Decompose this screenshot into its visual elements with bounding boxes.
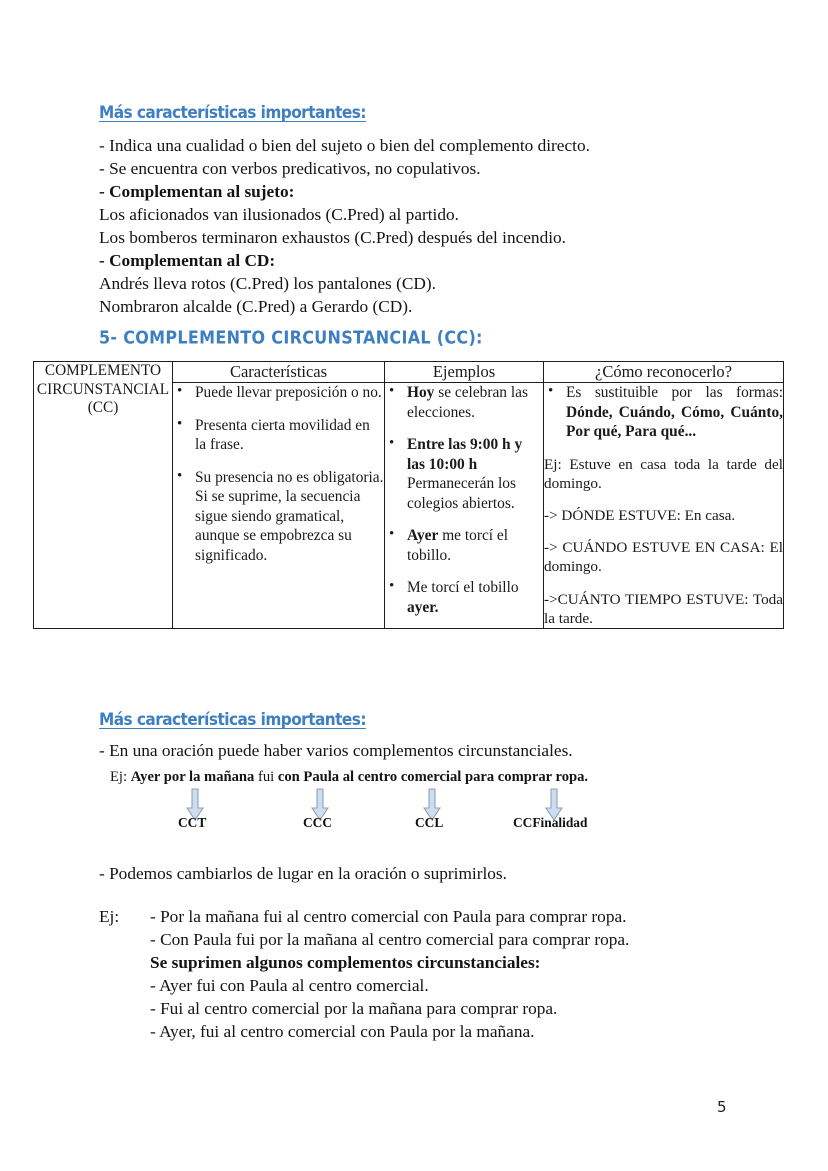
table-header-como-reconocerlo: ¿Cómo reconocerlo? bbox=[544, 362, 784, 383]
table-header-caracteristicas: Características bbox=[173, 362, 385, 383]
ejemplos-list bbox=[385, 383, 543, 617]
arrow-label-ccfinalidad: CCFinalidad bbox=[513, 815, 588, 830]
list-item: • Presenta cierta movilidad en la frase. bbox=[193, 416, 384, 455]
ej-line-2: - Con Paula fui por la mañana al centro comercial para comprar ropa. bbox=[150, 930, 630, 949]
list-item: • Puede llevar preposición o no. bbox=[193, 383, 384, 403]
cell-ejemplos bbox=[385, 383, 544, 629]
ej-line-3: Se suprimen algunos complementos circunstanciales: bbox=[150, 953, 541, 972]
ej-line-5: - Fui al centro comercial por la mañana para comprar ropa. bbox=[150, 999, 558, 1018]
reconocerlo-intro: Es sustituible por las formas: bbox=[566, 384, 783, 401]
ejemplo-3-rest: me torcí el tobillo. bbox=[407, 527, 508, 564]
list-item bbox=[405, 578, 543, 617]
ej-line-4: - Ayer fui con Paula al centro comercial. bbox=[150, 976, 429, 995]
row-label-line-2: CIRCUNSTANCIAL bbox=[36, 380, 170, 398]
top-line-8: Nombraron alcalde (C.Pred) a Gerardo (CD). bbox=[99, 297, 413, 316]
ej-label: Ej: bbox=[99, 907, 120, 926]
ejemplo-2-bold: Entre las 9:00 h y las 10:00 h bbox=[407, 436, 523, 473]
top-line-3: - Complementan al sujeto: bbox=[99, 182, 295, 201]
reconocerlo-formas: Dónde, Cuándo, Cómo, Cuánto, Por qué, Para qué... bbox=[566, 403, 783, 440]
top-line-6: - Complementan al CD: bbox=[99, 251, 276, 270]
reconocerlo-list bbox=[544, 383, 783, 442]
list-item bbox=[564, 383, 783, 442]
bottom-line-2: - Podemos cambiarlos de lugar en la oración o suprimirlos. bbox=[99, 864, 507, 883]
cell-caracteristicas bbox=[173, 383, 385, 629]
ej-line-1: - Por la mañana fui al centro comercial con Paula para comprar ropa. bbox=[150, 907, 627, 926]
top-line-4: Los aficionados van ilusionados (C.Pred) al partido. bbox=[99, 205, 459, 224]
arrow-example-label: Ej: bbox=[110, 769, 128, 785]
arrow-label-cct: CCT bbox=[178, 815, 207, 830]
bottom-line-1: - En una oración puede haber varios complementos circunstanciales. bbox=[99, 741, 573, 760]
subheading-mas-caracteristicas-bottom: Más características importantes: bbox=[99, 710, 366, 729]
arrow-example-part-1: Ayer por la mañana bbox=[130, 769, 255, 785]
top-line-5: Los bomberos terminaron exhaustos (C.Pred) después del incendio. bbox=[99, 228, 566, 247]
ejemplo-4-rest: Me torcí el tobillo bbox=[407, 579, 519, 596]
reconocerlo-ej: Ej: Estuve en casa toda la tarde del domingo. bbox=[544, 455, 783, 492]
ej-line-6: - Ayer, fui al centro comercial con Paula por la mañana. bbox=[150, 1022, 535, 1041]
table-row-label-cell bbox=[34, 362, 173, 629]
ejemplo-1-bold: Hoy bbox=[407, 384, 435, 401]
top-line-7: Andrés lleva rotos (C.Pred) los pantalones (CD). bbox=[99, 274, 436, 293]
list-item bbox=[405, 435, 543, 513]
table-header-ejemplos: Ejemplos bbox=[385, 362, 544, 383]
ejemplo-1-rest: se celebran las elecciones. bbox=[407, 384, 528, 421]
list-item: • Su presencia no es obligatoria. Si se suprime, la secuencia sigue siendo gramatical, aunque se empobrezca su significado. bbox=[193, 468, 384, 566]
complemento-circunstancial-table bbox=[33, 361, 784, 629]
table-row bbox=[34, 362, 784, 383]
arrow-example-part-3: con Paula al centro comercial para comprar ropa. bbox=[277, 769, 589, 785]
ejemplo-4-bold-tail: ayer. bbox=[407, 598, 439, 616]
list-item bbox=[405, 383, 543, 422]
arrow-label-ccl: CCL bbox=[415, 815, 444, 830]
row-label-line-3: (CC) bbox=[87, 399, 119, 416]
row-label-line-1: COMPLEMENTO bbox=[44, 362, 162, 379]
reconocerlo-donde: -> DÓNDE ESTUVE: En casa. bbox=[544, 506, 736, 524]
ejemplo-2-rest: Permanecerán los colegios abiertos. bbox=[407, 475, 516, 512]
page-number: 5 bbox=[717, 1098, 727, 1116]
cell-como-reconocerlo bbox=[544, 383, 784, 629]
list-item bbox=[405, 526, 543, 565]
arrow-example-sentence bbox=[110, 769, 588, 786]
arrow-example-part-2: fui bbox=[254, 769, 278, 785]
subheading-mas-caracteristicas-top: Más características importantes: bbox=[99, 103, 366, 122]
arrow-label-ccc: CCC bbox=[303, 815, 333, 830]
reconocerlo-cuando: -> CUÁNDO ESTUVE EN CASA: El domingo. bbox=[544, 539, 783, 576]
top-line-1: - Indica una cualidad o bien del sujeto o bien del complemento directo. bbox=[99, 136, 590, 155]
reconocerlo-cuanto: ->CUÁNTO TIEMPO ESTUVE: Toda la tarde. bbox=[544, 590, 783, 627]
section-title-complemento-circunstancial: 5- COMPLEMENTO CIRCUNSTANCIAL (CC): bbox=[99, 326, 483, 349]
ejemplo-3-bold: Ayer bbox=[407, 527, 439, 544]
caracteristicas-list bbox=[173, 383, 384, 565]
top-line-2: - Se encuentra con verbos predicativos, no copulativos. bbox=[99, 159, 481, 178]
